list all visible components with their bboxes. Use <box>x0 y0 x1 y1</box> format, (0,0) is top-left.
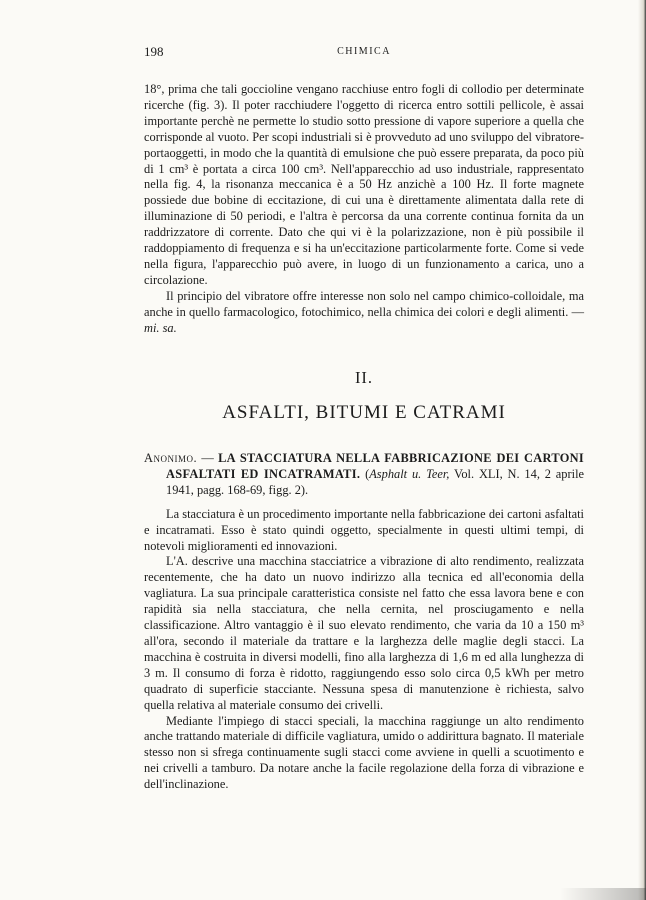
section-number: II. <box>354 368 374 387</box>
page-number: 198 <box>144 44 164 59</box>
running-title: CHIMICA <box>337 46 391 57</box>
scan-binding-edge <box>638 0 646 900</box>
heading-dash: — <box>197 451 219 465</box>
article-paragraph: La stacciatura è un procedimento importante nella fabbricazione dei cartoni asfaltati e incatramati. Esso è stato quindi oggetto, specialmente in questi ultimi tempi, di notevoli miglioramenti ed innovazioni. <box>144 506 584 553</box>
paragraph: 18°, prima che tali goccioline vengano racchiuse entro fogli di collodio per determinate ricerche (fig. 3). Il poter racchiudere l'oggetto di ricerca entro sottili pellicole, è assai importante perchè ne permette lo studio sotto pressione di vapore superiore a quella che corrisponde al vuoto. Per scopi industriali si è provveduto ad uno sviluppo del vibratore-portaoggetti, in modo che la quantità di emulsione che può essere preparata, da poco più di 1 cm³ è portata a circa 100 cm³. Nell'apparecchio ad uso industriale, rappresentato nella fig. 4, la risonanza meccanica è a 50 Hz anzichè a 100 Hz. Il forte magnete possiede due bobine di eccitazione, di cui una è direttamente alimentata dalla rete di illuminazione di 50 periodi, e l'altra è percorsa da una corrente continua fornita da un raddrizzatore di corrente. Dato che qui vi è la polarizzazione, non è più possibile il raddoppiamento di frequenza e si ha un'eccitazione particolarmente forte. Come si vede nella figura, l'apparecchio può avere, in luogo di un funzionamento a carica, uno a circolazione. <box>144 82 584 287</box>
page-header <box>144 44 584 64</box>
article-paragraph: Mediante l'impiego di stacci speciali, la macchina raggiunge un alto rendimento anche trattando materiale di difficile vagliatura, umido o addirittura bagnato. Il materiale stesso non si sfrega continuamente sugli stacci come avviene in quelli a scuotimento e nei crivelli a tamburo. Da notare anche la facile regolazione della forza di vibrazione e dell'inclinazione. <box>144 713 584 792</box>
article-author: Anonimo. <box>144 451 198 465</box>
paragraph-text: Il principio del vibratore offre interesse non solo nel campo chimico-colloidale, ma anche in quello farmacologico, fotochimico, nella chimica dei colori e degli alimenti. — <box>144 288 584 319</box>
continued-article-text <box>144 82 584 337</box>
article-title: LA STACCIATURA NELLA FABBRICAZIONE DEI CARTONI ASFALTATI ED INCATRAMATI. <box>166 451 585 481</box>
article-paragraph: L'A. descrive una macchina stacciatrice a vibrazione di alto rendimento, realizzata recentemente, che ha dato un nuovo indirizzo alla tecnica ed all'economia della vagliatura. La sua principale caratteristica consiste nel fatto che essa lavora bene e con rapidità sia nella stacciatura, che nella cernita, nel prosciugamento e nella classificazione. Altro vantaggio è il suo elevato rendimento, che varia da 10 a 150 m³ all'ora, secondo il materiale da trattare e la larghezza delle maglie degli stacci. La macchina è costruita in diversi modelli, fino alla larghezza di 1,6 m ed alla lunghezza di 3 m. Il consumo di forza è ridotto, raggiungendo esso solo circa 0,5 kWh per metro quadrato di superficie stacciante. Nessuna spesa di manutenzione è richiesta, salvo quella relativa al materiale consumo dei crivelli. <box>144 554 584 712</box>
article <box>144 451 584 793</box>
author-initials: mi. sa. <box>144 320 177 335</box>
citation-open: ( <box>360 466 370 481</box>
journal-name: Asphalt u. Teer, <box>369 466 450 481</box>
closing-paragraph <box>144 289 584 337</box>
section-title: ASFALTI, BITUMI E CATRAMI <box>222 402 506 423</box>
article-heading <box>144 451 584 499</box>
citation-details: Vol. XLI, N. 14, 2 aprile 1941, pagg. 168-69, figg. 2). <box>166 466 585 497</box>
scan-shadow <box>560 888 646 900</box>
